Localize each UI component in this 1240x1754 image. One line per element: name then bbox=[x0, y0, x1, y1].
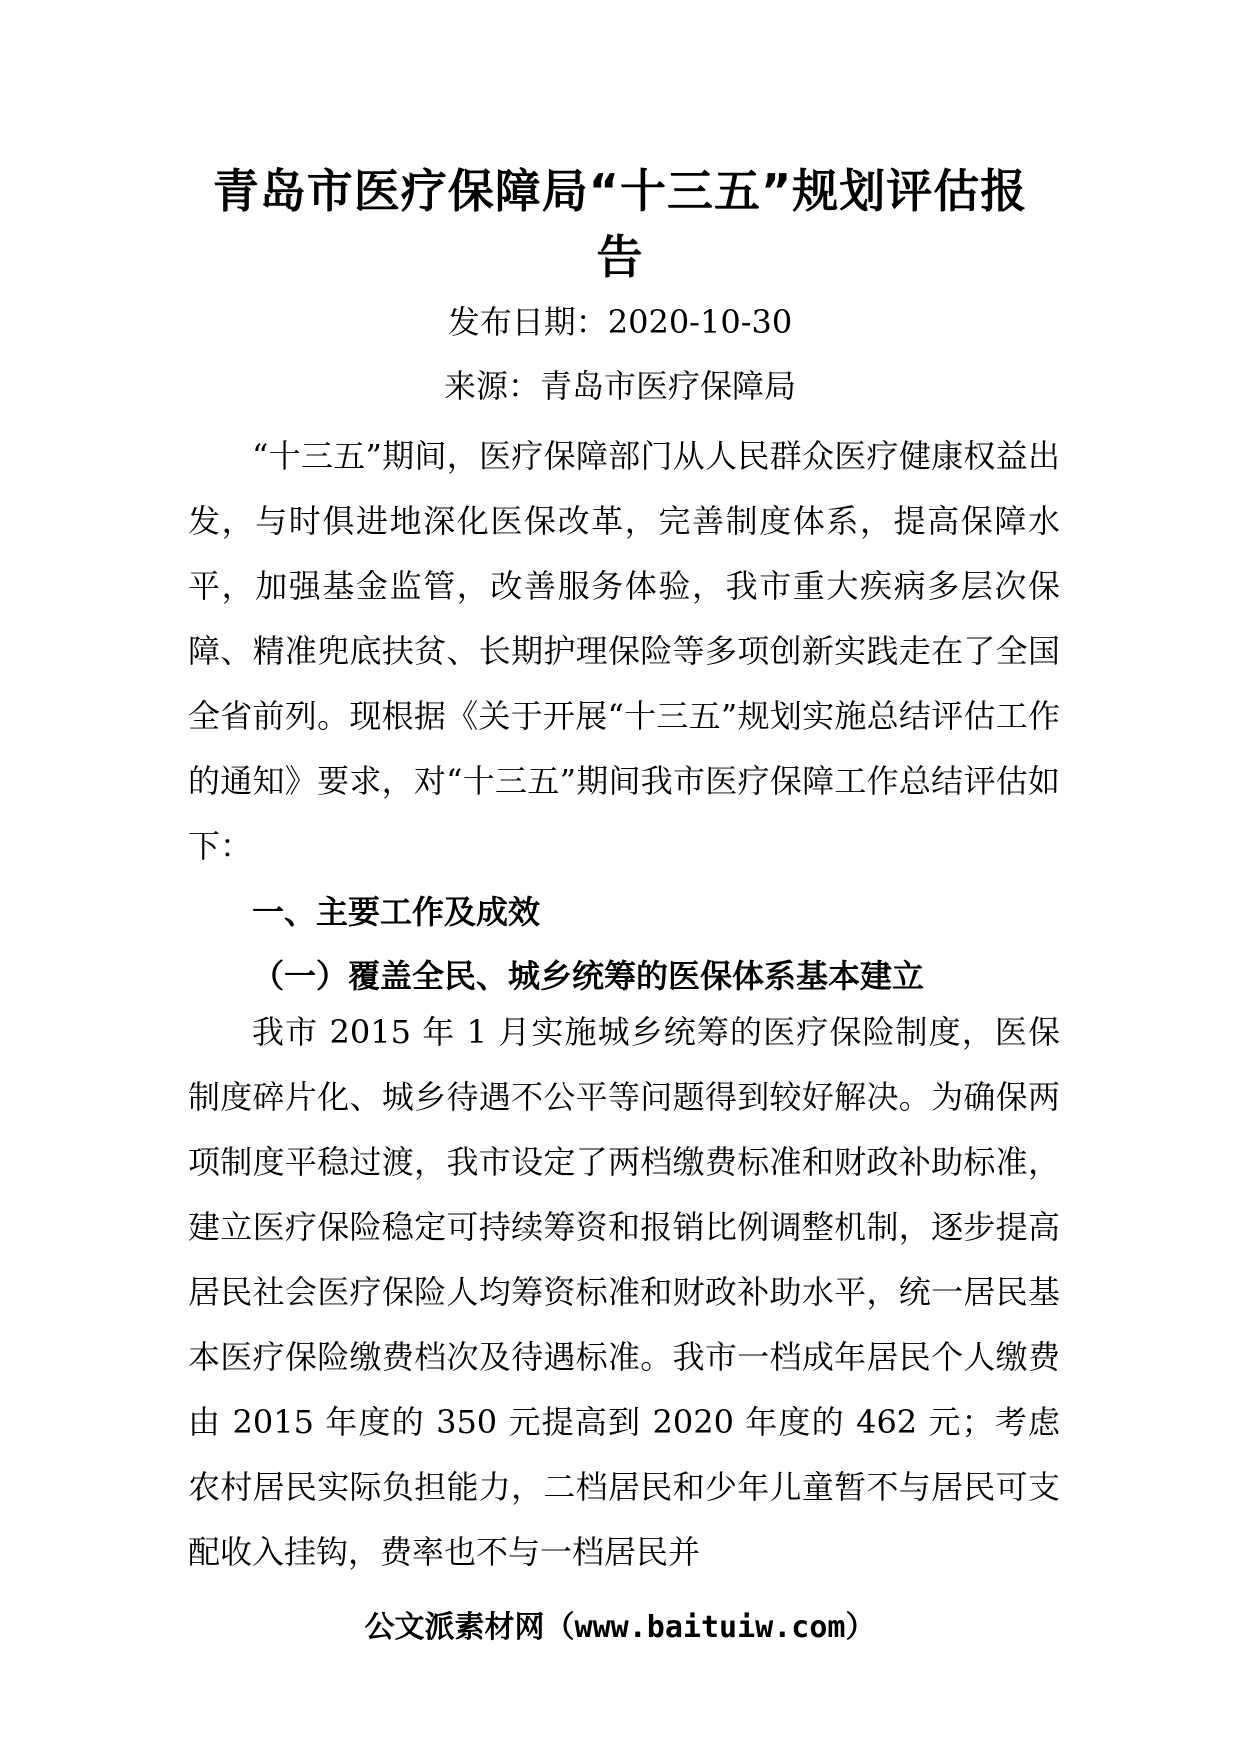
body-paragraph: 我市 2015 年 1 月实施城乡统筹的医疗保险制度，医保制度碎片化、城乡待遇不公平等问题得到较好解决。为确保两项制度平稳过渡，我市设定了两档缴费标准和财政补助标准，建立医疗保险稳定可持续筹资和报销比例调整机制，逐步提高居民社会医疗保险人均筹资标准和财政补助水平，统一居民基本医疗保险缴费档次及待遇标准。我市一档成年居民个人缴费由 2015 年度的 350 元提高到 2020 年度的 462 元；考虑农村居民实际负担能力，二档居民和少年儿童暂不与居民可支配收入挂钩，费率也不与一档居民并 bbox=[188, 1013, 1060, 1571]
footer-site-url: （www.baituiw.com） bbox=[544, 1610, 876, 1645]
intro-paragraph: “十三五”期间，医疗保障部门从人民群众医疗健康权益出发，与时俱进地深化医保改革，完善制度体系，提高保障水平，加强基金监管，改善服务体验，我市重大疾病多层次保障、精准兜底扶贫、长期护理保险等多项创新实践走在了全国全省前列。现根据《关于开展“十三五”规划实施总结评估工作的通知》要求，对“十三五”期间我市医疗保障工作总结评估如下： bbox=[188, 437, 1060, 865]
subsection-heading: （一）覆盖全民、城乡统筹的医保体系基本建立 bbox=[252, 957, 925, 995]
publish-date: 发布日期：2020-10-30 bbox=[447, 303, 793, 341]
section-heading: 一、主要工作及成效 bbox=[252, 893, 541, 931]
document-title: 青岛市医疗保障局“十三五”规划评估报告 bbox=[212, 164, 1028, 284]
footer-watermark bbox=[190, 1608, 1050, 1648]
document-source: 来源：青岛市医疗保障局 bbox=[443, 367, 796, 405]
footer-site-name: 公文派素材网 bbox=[364, 1610, 545, 1645]
